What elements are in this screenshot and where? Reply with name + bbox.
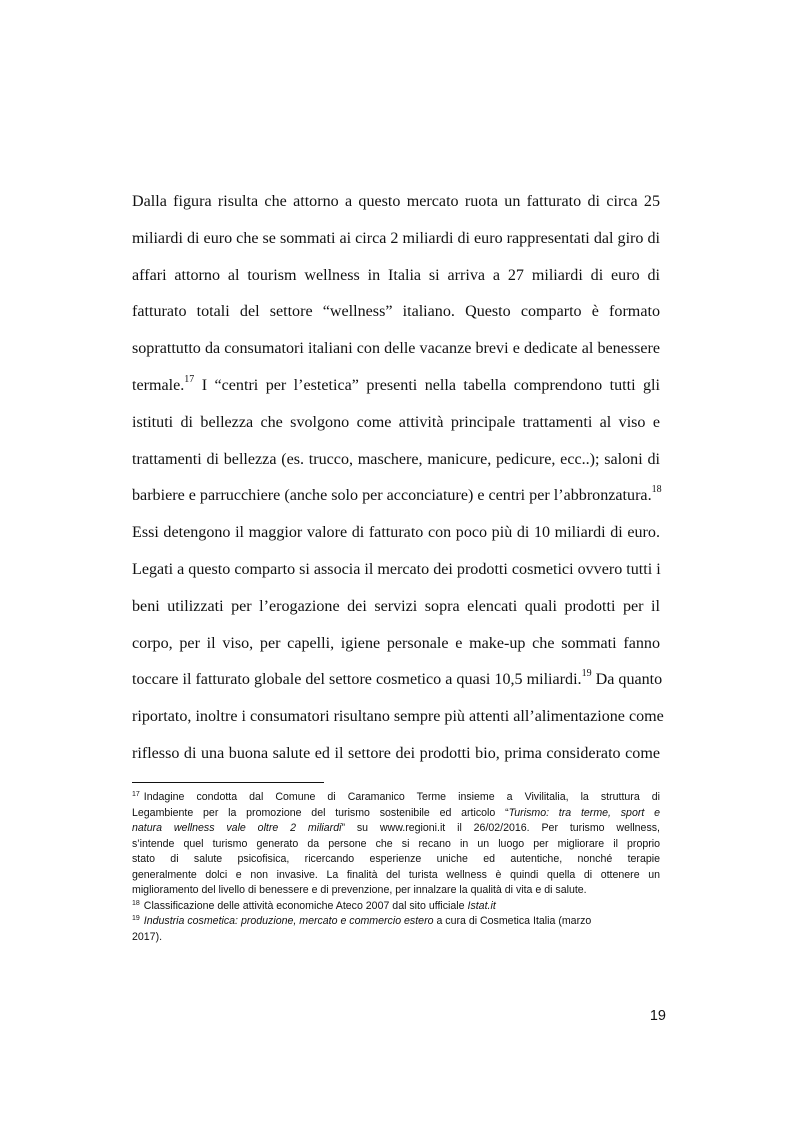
body-line: [132, 662, 663, 699]
body-line: corpo, per il viso, per capelli, igiene personale e make-up che sommati fanno: [132, 634, 660, 652]
body-line: [132, 478, 660, 515]
footnote-number-18: 18: [132, 899, 140, 907]
body-line: beni utilizzati per l’erogazione dei servizi sopra elencati quali prodotti per il: [132, 597, 660, 615]
footnote-text: Indagine condotta dal Comune di Caramanico Terme insieme a Vivilitalia, la struttura di: [143, 791, 660, 803]
body-line-part: I “centri per l’estetica” presenti nella tabella comprendono tutti gli: [201, 376, 660, 394]
footnote-number-17: 17: [132, 791, 140, 798]
footnote-source-link: Istat.it: [467, 899, 496, 912]
body-line: soprattutto da consumatori italiani con delle vacanze brevi e dedicate al benessere: [132, 340, 660, 358]
body-line: trattamenti di bellezza (es. trucco, maschere, manicure, pedicure, ecc..); saloni di: [132, 450, 660, 468]
footnote-source-title: Industria cosmetica: produzione, mercato e commercio estero: [143, 915, 434, 927]
body-line: istituti di bellezza che svolgono come attività principale trattamenti al viso e: [132, 413, 660, 431]
body-line: Dalla figura risulta che attorno a questo mercato ruota un fatturato di circa 25: [132, 193, 660, 210]
page-number: 19: [649, 1008, 666, 1024]
body-line: [132, 368, 660, 405]
footnote-ref-17[interactable]: 17: [184, 373, 195, 385]
footnote-17-line: generalmente dolci e non invasive. La finalità del turista wellness è quindi quella di ottenere un: [132, 868, 660, 881]
body-line: miliardi di euro che se sommati ai circa 2 miliardi di euro rappresentati dal giro di: [132, 229, 660, 247]
body-line: riportato, inoltre i consumatori risultano sempre più attenti all’alimentazione come: [132, 708, 664, 726]
body-line-part: Da quanto: [595, 671, 663, 689]
body-line: fatturato totali del settore “wellness” italiano. Questo comparto è formato: [132, 303, 660, 321]
body-paragraph: [132, 184, 664, 773]
body-line-part: barbiere e parrucchiere (anche solo per acconciature) e centri per l’abbronzatura.: [132, 487, 652, 505]
footnote-17-line: [132, 790, 660, 806]
footnote-text: a cura di Cosmetica Italia (marzo: [433, 915, 592, 927]
footnote-article-title: Turismo: tra terme, sport e: [508, 806, 660, 819]
footnote-17-line: stato di salute psicofisica, ricercando esperienze uniche ed autentiche, nonché terapie: [132, 853, 660, 865]
body-line: affari attorno al tourism wellness in Italia si arriva a 27 miliardi di euro di: [132, 266, 660, 284]
footnote-article-title: natura wellness vale oltre 2 miliardi: [132, 822, 342, 834]
body-line: Essi detengono il maggior valore di fatturato con poco più di 10 miliardi di euro.: [132, 524, 660, 542]
footnotes: [132, 790, 660, 945]
footnote-ref-19[interactable]: 19: [581, 668, 592, 680]
footnote-text: ” su www.regioni.it il 26/02/2016. Per turismo wellness,: [341, 822, 660, 834]
body-line-part: termale.: [132, 376, 185, 394]
body-line: riflesso di una buona salute ed il settore dei prodotti bio, prima considerato come: [132, 744, 660, 762]
body-line-part: toccare il fatturato globale del settore cosmetico a quasi 10,5 miliardi.: [132, 671, 582, 689]
footnote-18-line: [132, 899, 660, 915]
footnote-17-line: [132, 821, 660, 837]
footnote-19-line: [132, 914, 660, 930]
footnote-19-line: 2017).: [132, 930, 163, 943]
footnote-17-line: [132, 806, 660, 822]
footnote-separator: [132, 782, 324, 783]
footnote-ref-18[interactable]: 18: [651, 484, 662, 496]
footnote-number-19: 19: [132, 915, 140, 922]
footnote-17-line: miglioramento del livello di benessere e di prevenzione, per innalzare la qualità di vita e di salute.: [132, 884, 587, 896]
footnote-text: Legambiente per la promozione del turismo sostenibile ed articolo “: [132, 806, 509, 819]
body-line: Legati a questo comparto si associa il mercato dei prodotti cosmetici ovvero tutti i: [132, 560, 661, 578]
footnote-text: Classificazione delle attività economiche Ateco 2007 dal sito ufficiale: [143, 899, 468, 912]
footnote-17-line: s’intende quel turismo generato da persone che si recano in un luogo per migliorare il proprio: [132, 837, 660, 850]
